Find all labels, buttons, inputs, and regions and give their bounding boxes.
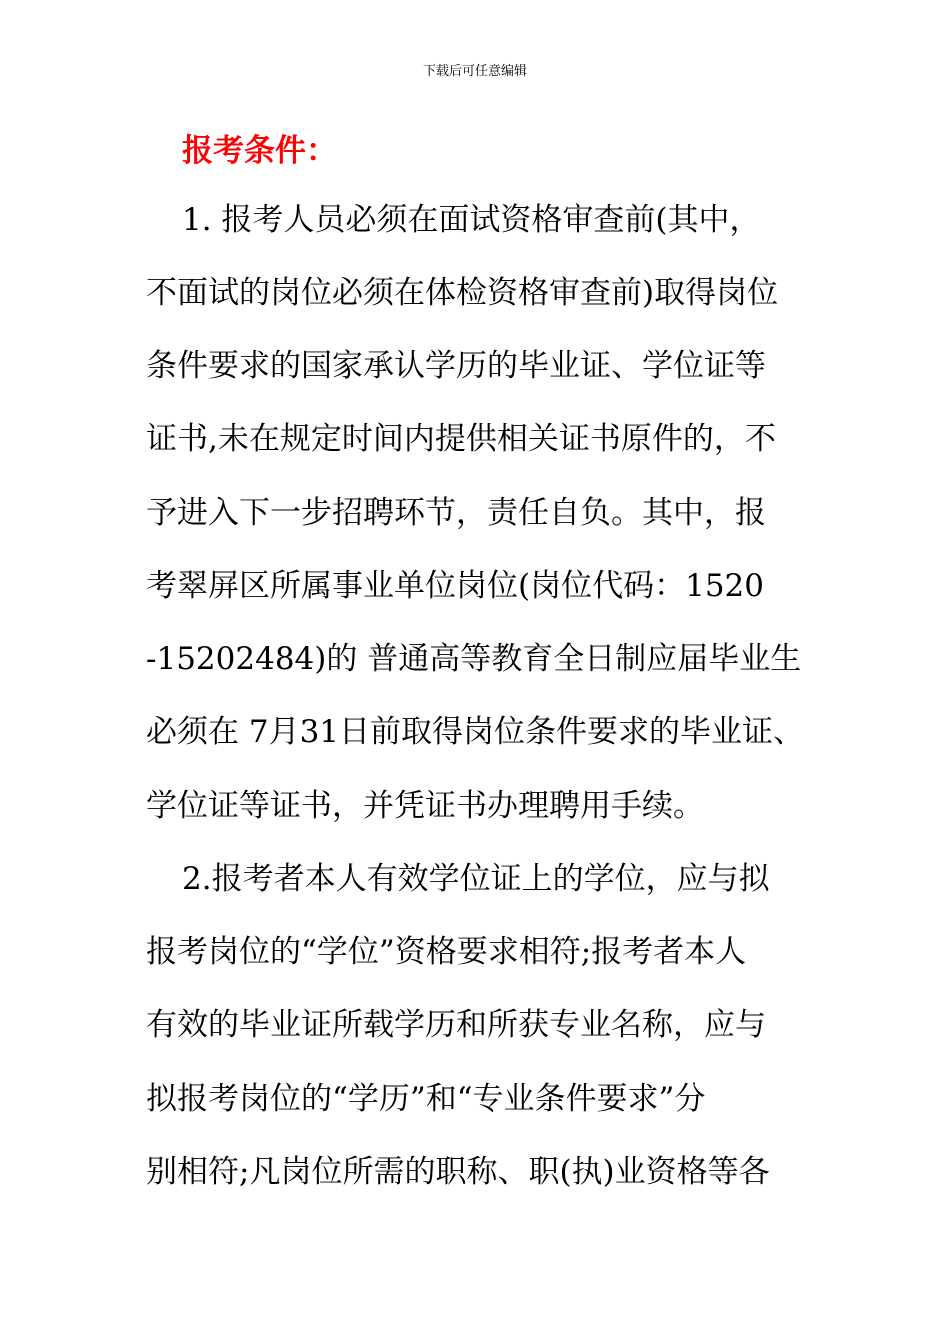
text-line: -15202484)的 普通高等教育全日制应届毕业生 bbox=[146, 641, 802, 677]
text-line: 予进入下一步招聘环节，责任自负。其中，报 bbox=[146, 495, 766, 531]
text-line: 证书,未在规定时间内提供相关证书原件的，不 bbox=[146, 421, 776, 457]
text-line: 1. 报考人员必须在面试资格审查前(其中， bbox=[182, 202, 761, 238]
page-header-note: 下载后可任意编辑 bbox=[422, 64, 527, 79]
text-line: 不面试的岗位必须在体检资格审查前)取得岗位 bbox=[146, 275, 779, 311]
text-line: 考翠屏区所属事业单位岗位(岗位代码：1520 bbox=[146, 568, 764, 604]
text-line: 别相符;凡岗位所需的职称、职(执)业资格等各 bbox=[146, 1154, 770, 1190]
text-line: 学位证等证书，并凭证书办理聘用手续。 bbox=[146, 788, 704, 824]
text-line: 报考岗位的“学位”资格要求相符;报考者本人 bbox=[146, 934, 747, 970]
section-heading: 报考条件： bbox=[182, 133, 337, 169]
text-line: 条件要求的国家承认学历的毕业证、学位证等 bbox=[146, 348, 766, 384]
text-line: 2.报考者本人有效学位证上的学位，应与拟 bbox=[182, 861, 770, 897]
text-line: 有效的毕业证所载学历和所获专业名称，应与 bbox=[146, 1007, 766, 1043]
text-line: 必须在 7月31日前取得岗位条件要求的毕业证、 bbox=[146, 714, 805, 750]
text-line: 拟报考岗位的“学历”和“专业条件要求”分 bbox=[146, 1081, 706, 1117]
